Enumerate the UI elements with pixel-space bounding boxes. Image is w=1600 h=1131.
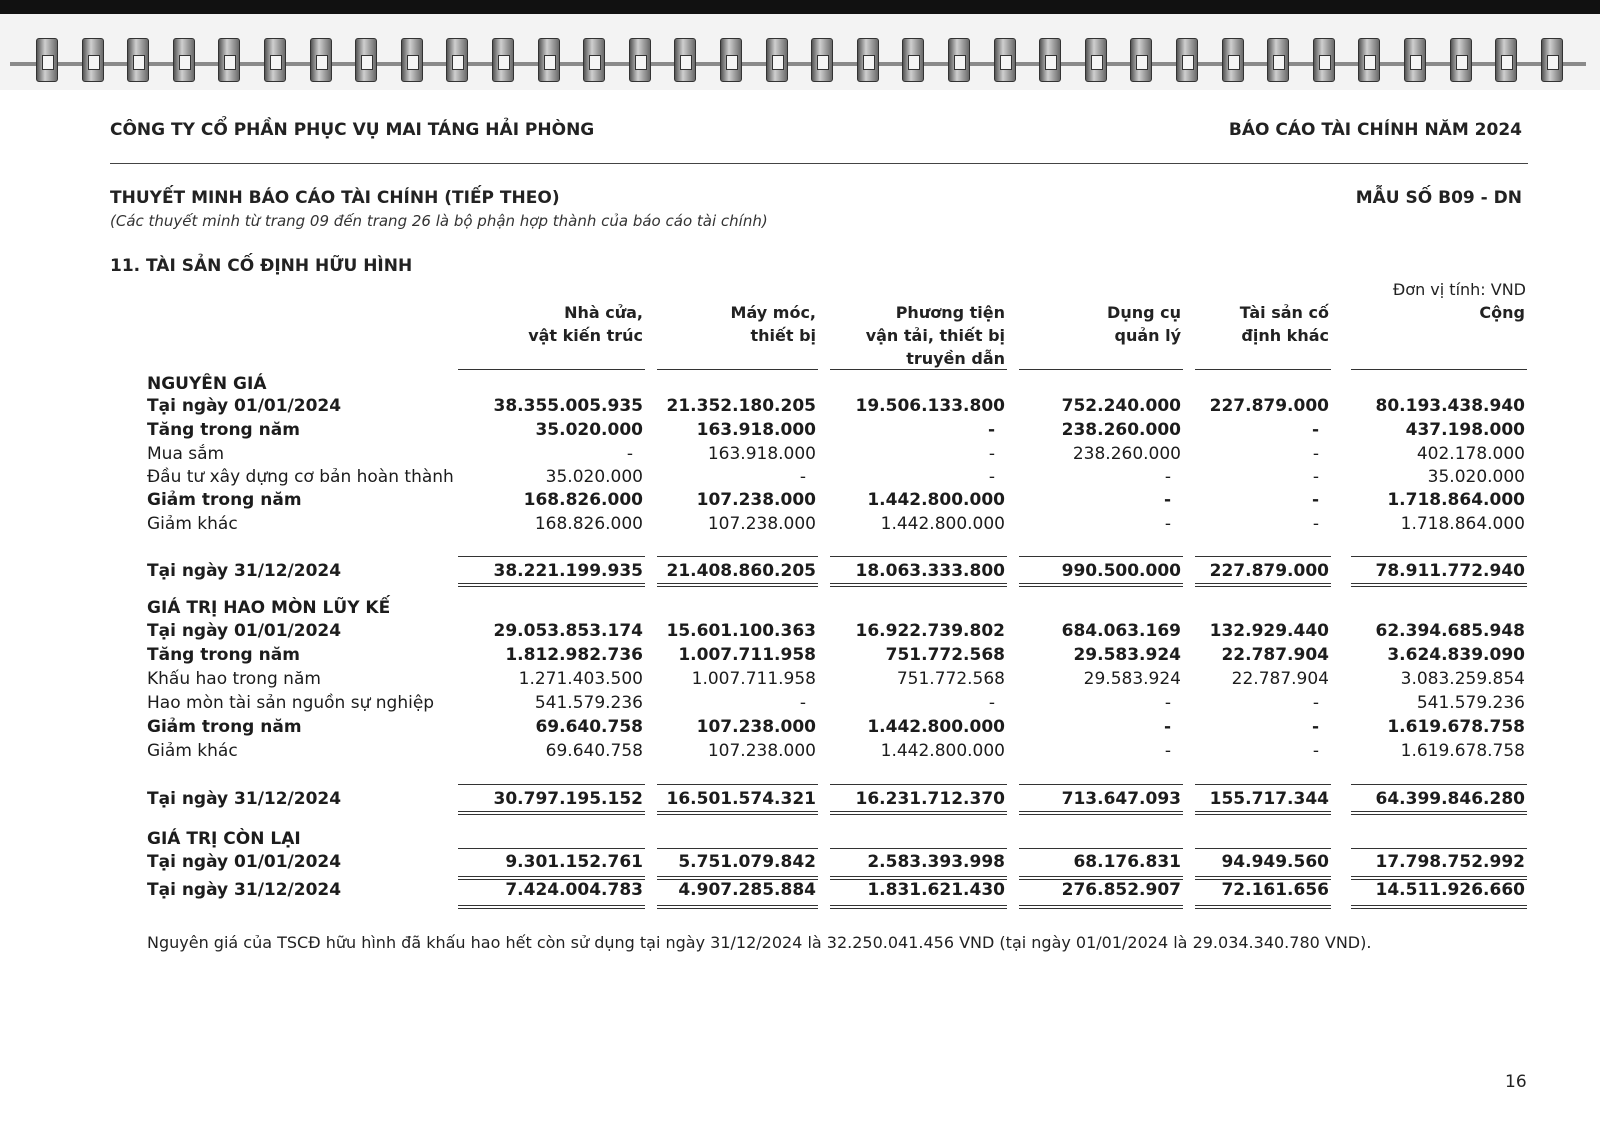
cell-value: 17.798.752.992: [1375, 852, 1525, 872]
binder-ring: [82, 38, 104, 82]
cell-value: -: [988, 467, 995, 487]
double-underline: [1351, 905, 1527, 909]
binder-ring: [355, 38, 377, 82]
cell-value: -: [988, 693, 995, 713]
cell-value: 4.907.285.884: [678, 880, 816, 900]
cell-value: -: [1164, 514, 1171, 534]
binder-ring: [811, 38, 833, 82]
double-underline: [458, 583, 645, 587]
cell-value: 1.271.403.500: [518, 669, 643, 689]
cell-value: 38.221.199.935: [493, 561, 643, 581]
cell-value: 62.394.685.948: [1375, 621, 1525, 641]
column-header-rule: [830, 369, 1007, 370]
double-underline: [1195, 811, 1331, 815]
cell-value: -: [1312, 467, 1319, 487]
cell-value: 21.352.180.205: [666, 396, 816, 416]
cell-value: 3.083.259.854: [1400, 669, 1525, 689]
cell-value: 541.579.236: [534, 693, 643, 713]
cell-value: 437.198.000: [1405, 420, 1525, 440]
cell-value: 107.238.000: [696, 717, 816, 737]
column-header-line: Dụng cụ: [1107, 303, 1181, 322]
binder-ring: [538, 38, 560, 82]
rule-line: [1019, 784, 1183, 785]
column-header-rule: [458, 369, 645, 370]
cell-value: 1.619.678.758: [1387, 717, 1525, 737]
cell-value: -: [799, 467, 806, 487]
cell-value: 5.751.079.842: [678, 852, 816, 872]
binder-ring: [173, 38, 195, 82]
row-label: Giảm trong năm: [147, 717, 302, 737]
cell-value: 751.772.568: [896, 669, 1005, 689]
spiral-binding: [0, 14, 1600, 90]
table-row: [0, 669, 1600, 691]
cell-value: 990.500.000: [1061, 561, 1181, 581]
rule-line: [1351, 784, 1527, 785]
binder-ring: [127, 38, 149, 82]
column-header: [1107, 301, 1181, 347]
cell-value: -: [1164, 693, 1171, 713]
cell-value: 35.020.000: [545, 467, 643, 487]
cell-value: 1.831.621.430: [867, 880, 1005, 900]
cell-value: 22.787.904: [1221, 645, 1329, 665]
cell-value: 80.193.438.940: [1375, 396, 1525, 416]
cell-value: 402.178.000: [1416, 444, 1525, 464]
company-name: CÔNG TY CỔ PHẦN PHỤC VỤ MAI TÁNG HẢI PHÒNG: [110, 120, 595, 140]
column-header: [731, 301, 816, 347]
column-header-line: truyền dẫn: [906, 349, 1005, 368]
double-underline: [657, 876, 818, 880]
binder-ring: [401, 38, 423, 82]
cell-value: 19.506.133.800: [855, 396, 1005, 416]
cell-value: 1.718.864.000: [1400, 514, 1525, 534]
cell-value: 94.949.560: [1221, 852, 1329, 872]
binder-ring: [583, 38, 605, 82]
binder-ring: [1404, 38, 1426, 82]
binder-ring: [720, 38, 742, 82]
cell-value: 29.053.853.174: [493, 621, 643, 641]
binding-wire: [10, 62, 1586, 66]
row-label: Tại ngày 01/01/2024: [147, 396, 342, 416]
binder-ring: [218, 38, 240, 82]
table-row: [0, 741, 1600, 763]
cell-value: 132.929.440: [1209, 621, 1329, 641]
cell-value: 14.511.926.660: [1375, 880, 1525, 900]
cell-value: -: [1164, 741, 1171, 761]
column-header-line: thiết bị: [750, 326, 816, 345]
double-underline: [1019, 876, 1183, 880]
double-underline: [458, 811, 645, 815]
cell-value: 64.399.846.280: [1375, 789, 1525, 809]
cell-value: 163.918.000: [707, 444, 816, 464]
section-heading: [0, 374, 1600, 396]
cell-value: 1.619.678.758: [1400, 741, 1525, 761]
row-label: Tại ngày 31/12/2024: [147, 561, 342, 581]
column-header-line: định khác: [1241, 326, 1329, 345]
cell-value: 238.260.000: [1072, 444, 1181, 464]
column-header-line: vận tải, thiết bị: [865, 326, 1005, 345]
form-code: MẪU SỐ B09 - DN: [1355, 188, 1522, 208]
cell-value: 30.797.195.152: [493, 789, 643, 809]
table-row: [0, 514, 1600, 536]
binder-ring: [857, 38, 879, 82]
cell-value: 1.442.800.000: [867, 490, 1005, 510]
row-label: Tại ngày 01/01/2024: [147, 621, 342, 641]
row-label: Tại ngày 01/01/2024: [147, 852, 342, 872]
notes-title: THUYẾT MINH BÁO CÁO TÀI CHÍNH (TIẾP THEO): [110, 188, 560, 208]
footnote: Nguyên giá của TSCĐ hữu hình đã khấu hao hết còn sử dụng tại ngày 31/12/2024 là 32.250.041.456 VND (tại ngày 01/01/2024 là 29.034.340.780 VND).: [147, 933, 1372, 952]
table-row: [0, 789, 1600, 811]
cell-value: -: [1311, 490, 1319, 510]
row-label: Tăng trong năm: [147, 645, 300, 665]
cell-value: 1.442.800.000: [880, 741, 1005, 761]
cell-value: 107.238.000: [707, 741, 816, 761]
cell-value: 168.826.000: [523, 490, 643, 510]
cell-value: 1.718.864.000: [1387, 490, 1525, 510]
binder-ring: [766, 38, 788, 82]
section-heading-label: GIÁ TRỊ HAO MÒN LŨY KẾ: [147, 598, 391, 618]
table-row: [0, 490, 1600, 512]
row-label: Tại ngày 31/12/2024: [147, 880, 342, 900]
row-label: Khấu hao trong năm: [147, 669, 321, 689]
cell-value: 163.918.000: [696, 420, 816, 440]
column-header-rule: [657, 369, 818, 370]
cell-value: 1.442.800.000: [867, 717, 1005, 737]
cell-value: 15.601.100.363: [666, 621, 816, 641]
cell-value: 3.624.839.090: [1387, 645, 1525, 665]
cell-value: 107.238.000: [707, 514, 816, 534]
binder-ring: [1313, 38, 1335, 82]
cell-value: 21.408.860.205: [666, 561, 816, 581]
double-underline: [657, 583, 818, 587]
table-row: [0, 467, 1600, 489]
table-row: [0, 645, 1600, 667]
cell-value: -: [987, 420, 995, 440]
cell-value: 16.501.574.321: [666, 789, 816, 809]
section-heading-label: GIÁ TRỊ CÒN LẠI: [147, 829, 301, 849]
unit-label: Đơn vị tính: VND: [1392, 280, 1526, 299]
binder-ring: [674, 38, 696, 82]
cell-value: -: [1163, 717, 1171, 737]
column-header-line: Phương tiện: [895, 303, 1005, 322]
rule-line: [830, 556, 1007, 557]
cell-value: -: [1312, 444, 1319, 464]
cell-value: 752.240.000: [1061, 396, 1181, 416]
double-underline: [1019, 905, 1183, 909]
cell-value: 227.879.000: [1209, 396, 1329, 416]
column-header-line: Tài sản cố: [1239, 303, 1329, 322]
cell-value: 68.176.831: [1073, 852, 1181, 872]
cell-value: 29.583.924: [1083, 669, 1181, 689]
table-row: [0, 420, 1600, 442]
row-label: Đầu tư xây dựng cơ bản hoàn thành: [147, 467, 454, 487]
cell-value: 16.922.739.802: [855, 621, 1005, 641]
double-underline: [1195, 905, 1331, 909]
column-header-rule: [1019, 369, 1183, 370]
top-edge: [0, 0, 1600, 14]
cell-value: -: [1312, 514, 1319, 534]
row-label: Giảm trong năm: [147, 490, 302, 510]
binder-ring: [264, 38, 286, 82]
column-header: [1479, 301, 1525, 324]
cell-value: 69.640.758: [545, 741, 643, 761]
column-header-line: Máy móc,: [730, 303, 816, 322]
table-row: [0, 561, 1600, 583]
double-underline: [657, 811, 818, 815]
cell-value: 69.640.758: [535, 717, 643, 737]
report-title: BÁO CÁO TÀI CHÍNH NĂM 2024: [1228, 120, 1522, 140]
section-heading-label: NGUYÊN GIÁ: [147, 374, 267, 394]
cell-value: 276.852.907: [1061, 880, 1181, 900]
cell-value: 751.772.568: [885, 645, 1005, 665]
binder-ring: [1450, 38, 1472, 82]
rule-line: [458, 556, 645, 557]
column-header-rule: [1351, 369, 1527, 370]
cell-value: -: [1311, 717, 1319, 737]
row-label: Hao mòn tài sản nguồn sự nghiệp: [147, 693, 435, 713]
table-row: [0, 621, 1600, 643]
double-underline: [1351, 811, 1527, 815]
cell-value: -: [626, 444, 633, 464]
binder-ring: [310, 38, 332, 82]
binder-ring: [1358, 38, 1380, 82]
rule-line: [657, 556, 818, 557]
double-underline: [657, 905, 818, 909]
cell-value: -: [1311, 420, 1319, 440]
cell-value: 22.787.904: [1231, 669, 1329, 689]
binder-ring: [1495, 38, 1517, 82]
rule-line: [657, 784, 818, 785]
cell-value: 155.717.344: [1209, 789, 1329, 809]
rule-line: [657, 848, 818, 849]
cell-value: 168.826.000: [534, 514, 643, 534]
cell-value: 29.583.924: [1073, 645, 1181, 665]
page-number: 16: [1505, 1072, 1527, 1092]
cell-value: 238.260.000: [1061, 420, 1181, 440]
rule-line: [830, 848, 1007, 849]
rule-line: [1195, 848, 1331, 849]
cell-value: 16.231.712.370: [855, 789, 1005, 809]
double-underline: [830, 905, 1007, 909]
cell-value: 18.063.333.800: [855, 561, 1005, 581]
rule-line: [1195, 556, 1331, 557]
rule-line: [1019, 848, 1183, 849]
cell-value: 78.911.772.940: [1375, 561, 1525, 581]
table-row: [0, 693, 1600, 715]
binder-ring: [994, 38, 1016, 82]
column-header-line: vật kiến trúc: [528, 326, 643, 345]
double-underline: [1351, 583, 1527, 587]
cell-value: 7.424.004.783: [505, 880, 643, 900]
cell-value: 107.238.000: [696, 490, 816, 510]
cell-value: -: [1164, 467, 1171, 487]
row-label: Giảm khác: [147, 514, 238, 534]
binder-ring: [948, 38, 970, 82]
binder-ring: [446, 38, 468, 82]
cell-value: 2.583.393.998: [867, 852, 1005, 872]
cell-value: 38.355.005.935: [493, 396, 643, 416]
header-rule: [110, 163, 1528, 164]
cell-value: 713.647.093: [1061, 789, 1181, 809]
cell-value: 9.301.152.761: [505, 852, 643, 872]
cell-value: 72.161.656: [1221, 880, 1329, 900]
binder-ring: [902, 38, 924, 82]
column-header-line: Cộng: [1479, 303, 1525, 322]
double-underline: [1195, 583, 1331, 587]
binder-ring: [1039, 38, 1061, 82]
binder-ring: [1267, 38, 1289, 82]
notes-subtitle: (Các thuyết minh từ trang 09 đến trang 26 là bộ phận hợp thành của báo cáo tài chính): [110, 212, 768, 230]
table-row: [0, 717, 1600, 739]
cell-value: 1.007.711.958: [678, 645, 816, 665]
table-row: [0, 880, 1600, 902]
table-row: [0, 444, 1600, 466]
double-underline: [458, 905, 645, 909]
column-header: [528, 301, 643, 347]
rule-line: [1195, 784, 1331, 785]
row-label: Tại ngày 31/12/2024: [147, 789, 342, 809]
row-label: Tăng trong năm: [147, 420, 300, 440]
table-row: [0, 852, 1600, 874]
rule-line: [458, 848, 645, 849]
cell-value: -: [1312, 741, 1319, 761]
double-underline: [1195, 876, 1331, 880]
table-row: [0, 396, 1600, 418]
rule-line: [1019, 556, 1183, 557]
cell-value: 35.020.000: [535, 420, 643, 440]
binder-ring: [1541, 38, 1563, 82]
double-underline: [1019, 811, 1183, 815]
column-header: [1240, 301, 1329, 347]
row-label: Giảm khác: [147, 741, 238, 761]
binder-ring: [492, 38, 514, 82]
double-underline: [830, 876, 1007, 880]
column-header-line: Nhà cửa,: [564, 303, 643, 322]
double-underline: [830, 583, 1007, 587]
rule-line: [1351, 556, 1527, 557]
double-underline: [458, 876, 645, 880]
binder-ring: [1222, 38, 1244, 82]
column-header-line: quản lý: [1114, 326, 1181, 345]
cell-value: -: [1163, 490, 1171, 510]
rule-line: [1351, 848, 1527, 849]
cell-value: 1.442.800.000: [880, 514, 1005, 534]
rule-line: [458, 784, 645, 785]
double-underline: [1019, 583, 1183, 587]
column-header-rule: [1195, 369, 1331, 370]
double-underline: [830, 811, 1007, 815]
binder-ring: [1130, 38, 1152, 82]
cell-value: -: [1312, 693, 1319, 713]
binder-ring: [629, 38, 651, 82]
cell-value: 1.812.982.736: [505, 645, 643, 665]
cell-value: 1.007.711.958: [691, 669, 816, 689]
column-header: [866, 301, 1005, 370]
cell-value: -: [799, 693, 806, 713]
double-underline: [1351, 876, 1527, 880]
binder-ring: [1176, 38, 1198, 82]
section-heading: [0, 598, 1600, 620]
cell-value: -: [988, 444, 995, 464]
binder-ring: [36, 38, 58, 82]
cell-value: 684.063.169: [1061, 621, 1181, 641]
rule-line: [830, 784, 1007, 785]
section-title: 11. TÀI SẢN CỐ ĐỊNH HỮU HÌNH: [110, 256, 413, 276]
cell-value: 35.020.000: [1427, 467, 1525, 487]
row-label: Mua sắm: [147, 444, 225, 464]
cell-value: 541.579.236: [1416, 693, 1525, 713]
cell-value: 227.879.000: [1209, 561, 1329, 581]
binder-ring: [1085, 38, 1107, 82]
